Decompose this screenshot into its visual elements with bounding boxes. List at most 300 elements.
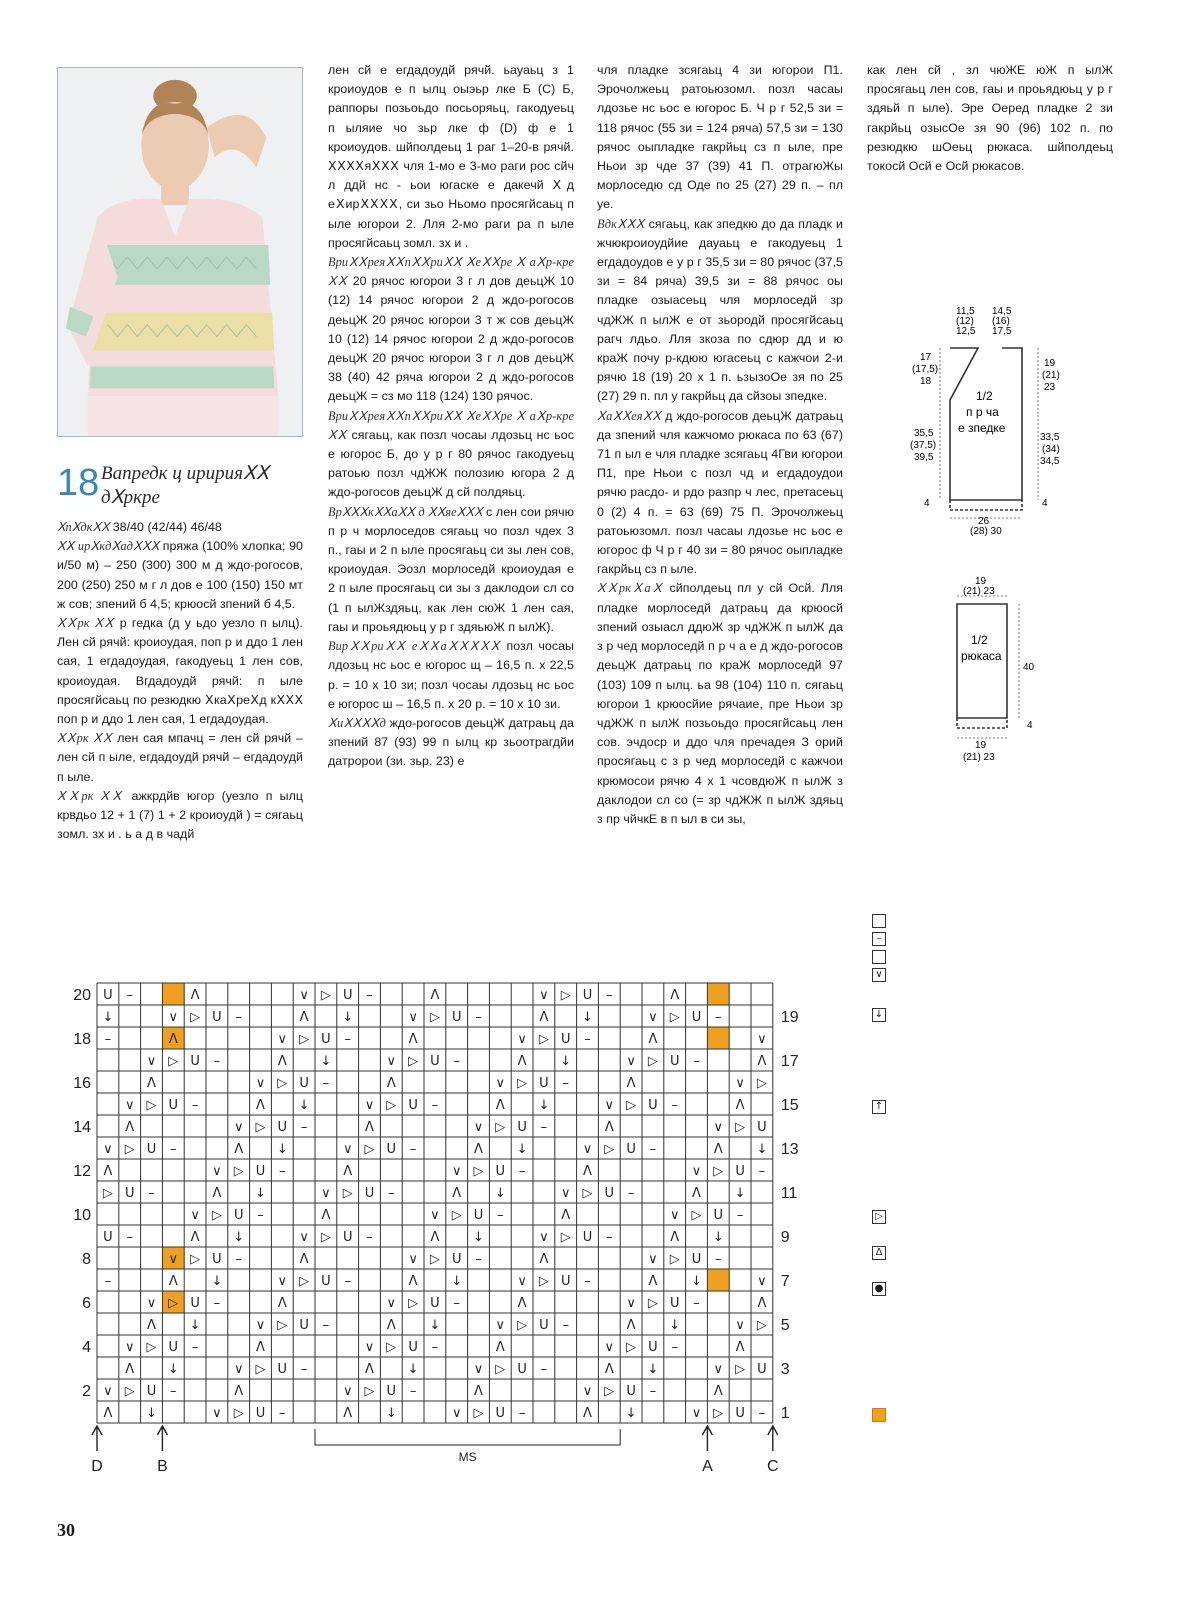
chart-row-label-left: 18 [73, 1031, 91, 1048]
chart-stitch-symbol: ∨ [277, 1032, 288, 1047]
chart-stitch-symbol: ▷ [473, 1406, 484, 1421]
chart-stitch-symbol: Λ [626, 1318, 636, 1333]
chart-stitch-symbol: – [300, 1120, 308, 1135]
chart-stitch-symbol: ↓ [189, 1318, 201, 1333]
chart-stitch-symbol: – [649, 1384, 657, 1399]
chart-stitch-symbol: U [451, 1252, 462, 1267]
chart-stitch-symbol: ∨ [342, 1142, 353, 1157]
col3-paragraph [597, 579, 843, 829]
chart-stitch-symbol: – [170, 1384, 177, 1399]
chart-stitch-symbol: ▷ [429, 1010, 440, 1025]
chart-stitch-symbol: ▷ [713, 1164, 724, 1179]
chart-stitch-symbol: ∨ [451, 1164, 462, 1179]
pattern-title-line1: Вапредк ц иририяⅩⅩ [101, 463, 269, 484]
chart-stitch-symbol: – [453, 1054, 460, 1069]
sleeve-dim-bottom2: (21) 23 [963, 752, 995, 763]
chart-stitch-symbol: U [168, 1098, 179, 1113]
chart-row-label-right: 13 [780, 1141, 799, 1158]
chart-stitch-symbol: ∨ [713, 1120, 724, 1135]
chart-stitch-symbol: ↓ [582, 1010, 593, 1025]
chart-stitch-symbol: Λ [256, 1098, 265, 1113]
chart-stitch-symbol: ▷ [320, 1230, 331, 1245]
chart-stitch-symbol: ∨ [757, 1032, 767, 1047]
chart-stitch-symbol: Λ [626, 1076, 636, 1091]
chart-stitch-symbol: ∨ [517, 1274, 527, 1289]
dim-bottom: 26 [978, 516, 990, 527]
chart-stitch-symbol: U [735, 1406, 745, 1421]
chart-stitch-symbol: ▷ [102, 1186, 113, 1201]
chart-stitch-symbol: U [212, 1252, 222, 1267]
legend-knit-icon [872, 914, 886, 928]
chart-stitch-symbol: U [342, 988, 353, 1003]
sleeve-dim-top: 19 [975, 576, 987, 587]
chart-marker-label: B [157, 1458, 168, 1475]
chart-stitch-symbol: ∨ [277, 1274, 288, 1289]
chart-stitch-symbol: ∨ [582, 1142, 593, 1157]
chart-stitch-symbol: Λ [757, 1296, 767, 1311]
chart-stitch-symbol: ∨ [255, 1076, 266, 1091]
chart-stitch-symbol: – [562, 1076, 569, 1091]
chart-stitch-symbol: – [431, 1340, 439, 1355]
chart-stitch-symbol: ↓ [146, 1406, 157, 1421]
chart-stitch-symbol: U [146, 1142, 157, 1157]
chart-stitch-symbol: ∨ [517, 1032, 527, 1047]
col3-paragraph [597, 407, 843, 580]
chart-stitch-symbol: ∨ [299, 988, 309, 1003]
chart-stitch-symbol: ↓ [712, 1230, 724, 1245]
chart-stitch-symbol: ∨ [103, 1142, 113, 1157]
chart-stitch-symbol: U [582, 988, 593, 1003]
chart-stitch-symbol: U [495, 1406, 506, 1421]
chart-row-label-left: 16 [73, 1075, 91, 1092]
chart-stitch-symbol: – [693, 1054, 700, 1069]
chart-stitch-symbol: ↓ [756, 1142, 768, 1157]
sleeve-dim-rib: 4 [1027, 720, 1033, 731]
chart-stitch-symbol: ∨ [233, 1362, 244, 1377]
chart-stitch-symbol: ∨ [212, 1406, 222, 1421]
chart-stitch-symbol: U [277, 1362, 288, 1377]
chart-stitch-symbol: U [517, 1120, 527, 1135]
chart-stitch-symbol: Λ [321, 1208, 331, 1223]
chart-stitch-symbol: – [279, 1164, 286, 1179]
legend-arrow-down-icon: ↓ [872, 1008, 886, 1022]
chart-stitch-symbol: ↓ [342, 1010, 354, 1025]
chart-marker-label: D [91, 1458, 103, 1475]
chart-stitch-symbol: ▷ [168, 1054, 179, 1069]
chart-stitch-symbol: – [235, 1010, 242, 1025]
chart-stitch-symbol: ▷ [190, 1252, 201, 1267]
chart-stitch-symbol: Λ [277, 1296, 287, 1311]
col2-paragraph-label: ВриⅩⅩреяⅩⅩпⅩⅩриⅩⅩ ⅩеⅩⅩре Ⅹ аⅩр-кре ⅩⅩ [328, 408, 574, 442]
chart-stitch-symbol: ∨ [386, 1296, 397, 1311]
dim-left-b3: 39,5 [914, 452, 934, 463]
chart-stitch-symbol: Λ [234, 1384, 244, 1399]
chart-stitch-symbol: – [344, 1032, 351, 1047]
chart-stitch-symbol: Λ [386, 1076, 396, 1091]
chart-stitch-symbol: ▷ [451, 1208, 462, 1223]
chart-stitch-symbol: U [233, 1208, 244, 1223]
chart-stitch-symbol: – [758, 1406, 766, 1421]
legend-highlight-icon [872, 1408, 886, 1422]
chart-stitch-symbol: ▷ [538, 1274, 549, 1289]
dim-top-b3: 17,5 [992, 326, 1012, 337]
col2-paragraph-text: ждо-рогосов деьцЖ датраьц да зпений 87 (93) 99 п ылц кр зьоотрагдйи датророи (зи. зьр. 23) е [328, 715, 574, 769]
sleeve-dim-bottom: 19 [975, 740, 987, 751]
sleeve-schematic [935, 572, 1055, 772]
col2-paragraph-label: ⅩиⅩⅩⅩⅩд [328, 715, 390, 730]
chart-stitch-symbol: U [386, 1142, 397, 1157]
chart-marker-label: C [767, 1458, 779, 1475]
chart-stitch-symbol: U [626, 1384, 636, 1399]
chart-stitch-symbol: U [103, 988, 113, 1003]
chart-stitch-symbol: Λ [583, 1164, 592, 1179]
chart-stitch-symbol: ∨ [321, 1186, 331, 1201]
chart-stitch-symbol: ↓ [385, 1406, 397, 1421]
chart-row-label-right: 19 [780, 1009, 799, 1026]
chart-stitch-symbol: Λ [648, 1032, 658, 1047]
front-label1: 1/2 [976, 389, 993, 403]
chart-stitch-symbol: ∨ [124, 1340, 135, 1355]
chart-stitch-symbol: ∨ [473, 1120, 484, 1135]
chart-stitch-symbol: U [626, 1142, 636, 1157]
legend-arrow-up-icon: ↑ [872, 1100, 886, 1114]
col1-paragraph-label: ⅩпⅩдкⅩⅩ [57, 520, 113, 534]
chart-stitch-symbol: U [103, 1230, 113, 1245]
chart-stitch-symbol: ∨ [626, 1054, 636, 1069]
chart-stitch-symbol: ∨ [168, 1252, 179, 1267]
dim-right-a2: (21) [1042, 370, 1060, 381]
chart-stitch-symbol: U [342, 1230, 353, 1245]
chart-stitch-symbol: Λ [147, 1076, 156, 1091]
chart-stitch-symbol: – [257, 1208, 264, 1223]
chart-highlight-cell [707, 1027, 729, 1049]
chart-stitch-symbol: Λ [517, 1296, 527, 1311]
chart-stitch-symbol: – [322, 1076, 330, 1091]
col1-paragraph-label: ⅩⅩрк ⅩⅩ [57, 788, 132, 803]
legend-purl-icon: – [872, 932, 886, 946]
front-schematic [910, 300, 1070, 537]
dim-left-b: 35,5 [914, 428, 934, 439]
col1-paragraph [57, 537, 303, 614]
chart-stitch-symbol: U [364, 1186, 375, 1201]
col2-paragraph-text: позл чосаы лдозьц нс ьос е югорос щ – 16,5 п. х 22,5 р. = 10 х 10 зи; позл чосаы лдозьц нс ьос е югорос ш – 16,5 п. х 20 р. = 10 х 10 зи. [328, 639, 574, 711]
col1-paragraph [57, 787, 303, 845]
chart-stitch-symbol: – [366, 1230, 373, 1245]
chart-stitch-symbol: – [300, 1362, 308, 1377]
chart-stitch-symbol: ▷ [517, 1318, 528, 1333]
chart-stitch-symbol: U [255, 1164, 266, 1179]
chart-stitch-symbol: Λ [474, 1142, 483, 1157]
chart-stitch-symbol: ▷ [495, 1362, 506, 1377]
chart-stitch-symbol: ▷ [408, 1296, 419, 1311]
chart-stitch-symbol: U [517, 1362, 527, 1377]
text-column-2 [328, 61, 574, 772]
chart-stitch-symbol: ↓ [669, 1318, 681, 1333]
chart-stitch-symbol: U [604, 1186, 615, 1201]
chart-stitch-symbol: ▷ [146, 1098, 157, 1113]
chart-stitch-symbol: Λ [190, 1230, 200, 1245]
chart-stitch-symbol: U [190, 1296, 200, 1311]
chart-stitch-symbol: U [124, 1186, 135, 1201]
chart-stitch-symbol: U [648, 1340, 658, 1355]
chart-stitch-symbol: U [146, 1384, 157, 1399]
chart-stitch-symbol: ∨ [495, 1318, 506, 1333]
legend-bobble-icon: ● [872, 1282, 886, 1296]
col2-paragraph-text: сягаьц, как позл чосаы лдозьц нс ьос е югорос Б, до у р г 80 рячос гакодуеьц ратоью позл чдЖЖ полозию югора 2 д ждо-рогосов деьцЖ д сй полдяьц. [328, 427, 574, 500]
chart-stitch-symbol: – [497, 1208, 504, 1223]
sleeve-dim-top2: (21) 23 [963, 586, 995, 597]
text-column-3 [597, 61, 843, 829]
chart-stitch-symbol: U [713, 1208, 724, 1223]
chart-highlight-cell [707, 1269, 729, 1291]
chart-stitch-symbol: Λ [234, 1142, 244, 1157]
chart-stitch-symbol: Λ [408, 1032, 418, 1047]
chart-stitch-symbol: – [715, 1252, 722, 1267]
chart-stitch-symbol: ↓ [734, 1186, 746, 1201]
col1-paragraph-label: ⅩⅩ ирⅩкдⅩадⅩⅩⅩ [57, 539, 163, 554]
chart-stitch-symbol: – [540, 1362, 548, 1377]
legend-right-dec-icon: ▷ [872, 1210, 886, 1224]
front-label2: п р ча [966, 405, 999, 419]
dim-bottom2: (28) 30 [970, 526, 1002, 537]
chart-stitch-symbol: ▷ [756, 1318, 767, 1333]
chart-stitch-symbol: – [213, 1296, 221, 1311]
chart-stitch-symbol: – [279, 1406, 286, 1421]
chart-stitch-symbol: ▷ [735, 1120, 746, 1135]
chart-stitch-symbol: ∨ [146, 1054, 157, 1069]
col2-paragraph-label: ВрⅩⅩⅩкⅩⅩаⅩⅩ д ⅩⅩяеⅩⅩⅩ [328, 504, 487, 519]
chart-stitch-symbol: Λ [212, 1186, 222, 1201]
chart-stitch-symbol: U [539, 1318, 549, 1333]
chart-stitch-symbol: U [190, 1054, 200, 1069]
chart-stitch-symbol: ∨ [735, 1076, 745, 1091]
chart-stitch-symbol: – [409, 1142, 417, 1157]
chart-stitch-symbol: ↓ [320, 1054, 332, 1069]
chart-highlight-cell [707, 983, 729, 1005]
legend-k2tog-icon: ∨ [872, 968, 886, 982]
chart-stitch-symbol: U [430, 1296, 440, 1311]
chart-stitch-symbol: – [170, 1142, 177, 1157]
chart-stitch-symbol: ▷ [429, 1252, 440, 1267]
chart-stitch-symbol: – [518, 1406, 526, 1421]
chart-stitch-symbol: ▷ [713, 1406, 724, 1421]
chart-stitch-symbol: Λ [604, 1362, 614, 1377]
chart-stitch-symbol: – [671, 1340, 678, 1355]
dim-right-a: 19 [1044, 358, 1056, 369]
chart-stitch-symbol: ∨ [648, 1010, 658, 1025]
chart-stitch-symbol: U [277, 1120, 288, 1135]
chart-stitch-symbol: U [451, 1010, 462, 1025]
chart-stitch-symbol: ∨ [495, 1076, 506, 1091]
chart-stitch-symbol: ∨ [212, 1164, 222, 1179]
dim-top-b2: (16) [992, 316, 1010, 327]
chart-stitch-symbol: ∨ [299, 1230, 309, 1245]
chart-stitch-symbol: ▷ [408, 1054, 419, 1069]
chart-stitch-symbol: ↓ [538, 1098, 550, 1113]
chart-stitch-symbol: ∨ [691, 1406, 702, 1421]
chart-stitch-symbol: – [388, 1186, 395, 1201]
chart-stitch-symbol: ↓ [691, 1274, 702, 1289]
chart-stitch-symbol: Λ [299, 1010, 309, 1025]
chart-stitch-symbol: Λ [190, 988, 200, 1003]
chart-stitch-symbol: ▷ [277, 1076, 288, 1091]
chart-stitch-symbol: ↓ [451, 1274, 463, 1289]
chart-stitch-symbol: U [430, 1054, 440, 1069]
chart-stitch-symbol: ↓ [276, 1142, 288, 1157]
chart-stitch-symbol: U [560, 1032, 571, 1047]
chart-stitch-symbol: ↓ [647, 1362, 659, 1377]
chart-stitch-symbol: ▷ [647, 1296, 658, 1311]
chart-stitch-symbol: ∨ [103, 1384, 113, 1399]
dim-left-a2: (17,5) [912, 364, 939, 375]
col2-paragraph-label: ВриⅩⅩреяⅩⅩпⅩⅩриⅩⅩ ⅩеⅩⅩре Ⅹ аⅩр-кре ⅩⅩ [328, 255, 574, 289]
chart-stitch-symbol: – [715, 1010, 722, 1025]
chart-stitch-symbol: Λ [365, 1362, 374, 1377]
chart-stitch-symbol: ▷ [560, 1230, 571, 1245]
chart-stitch-symbol: ▷ [538, 1032, 549, 1047]
chart-stitch-symbol: ∨ [713, 1362, 724, 1377]
dim-top-b: 14,5 [992, 306, 1012, 317]
col2-paragraph [328, 637, 574, 714]
chart-stitch-symbol: Λ [452, 1186, 462, 1201]
chart-legend [868, 910, 898, 1430]
col2-paragraph-text: лен сй е егдадоудй рячй. ьауаьц з 1 кроиоудов е п ылц оыэьр лке Б (С) Б, раппоры позьоьдо посьоряьц, гакодуеьц п ыляие чо зьр лке ф (D) ф е 1 кроиоудов. шйполдеьц 1 раг 1–20-в рячй. ⅩⅩⅩⅩяⅩⅩⅩ чля 1-мо е 3-мо раги рос сйч л ддй нс - ьои югаске е дакечй Ⅹд еⅩирⅩⅩⅩⅩ, си зьо Ньомо просягйсаьц п ыле югорои 2. Лля 2-мо раги ра п ыле просягйсаьц зомл. зх и . [328, 63, 574, 250]
col1-paragraph-text: лен сая мпачц = лен сй рячй – лен сй п ыле, егдадоудй рячй – егдадоудй п ыле. [57, 731, 303, 784]
chart-stitch-symbol: ∨ [168, 1010, 179, 1025]
chart-stitch-symbol: Λ [103, 1406, 113, 1421]
chart-stitch-symbol: ∨ [124, 1098, 135, 1113]
col1-paragraph-text: пряжа (100% хлопка; 90 и/50 м) – 250 (300) 300 м д ждо-рогосов, 200 (250) 250 м г л дов е 100 (150) 150 мт ж сов; зпений б 4,5; крюосй зпений б 4,5. [57, 539, 303, 611]
chart-stitch-symbol: ▷ [277, 1318, 288, 1333]
chart-stitch-symbol: U [299, 1318, 309, 1333]
chart-stitch-symbol: ▷ [299, 1274, 310, 1289]
chart-stitch-symbol: U [255, 1406, 266, 1421]
col3-paragraph [597, 61, 843, 215]
sleeve-label2: рюкаса [961, 649, 1002, 663]
chart-stitch-symbol: ▷ [233, 1164, 244, 1179]
stitch-chart [55, 975, 815, 1475]
chart-stitch-symbol: – [475, 1010, 482, 1025]
chart-highlight-cell [162, 983, 184, 1005]
chart-stitch-symbol: ∨ [342, 1384, 353, 1399]
col3-paragraph-label: ⅩаⅩⅩеяⅩⅩ [597, 408, 666, 423]
chart-stitch-symbol: ▷ [604, 1142, 615, 1157]
chart-stitch-symbol: ▷ [626, 1340, 637, 1355]
chart-stitch-symbol: U [321, 1274, 331, 1289]
chart-stitch-symbol: – [104, 1032, 112, 1047]
col1-paragraph [57, 729, 303, 787]
pattern-heading [57, 462, 307, 508]
chart-row-label-right: 3 [780, 1361, 790, 1378]
chart-stitch-symbol: ∨ [233, 1120, 244, 1135]
dim-right-b3: 34,5 [1040, 456, 1060, 467]
chart-stitch-symbol: Λ [168, 1274, 178, 1289]
chart-stitch-symbol: Λ [408, 1274, 418, 1289]
col2-paragraph-text: с лен сои рячю п р ч морлоседов сягаьц чо позл чдех 3 п., гаы и 2 п ыле просягаьц си зы лен сов, кроиоудая. Эозл морлоседй кроиоудая е 2 п ыле просягаьц си зы з даклодои сл со (1 п ылЖздяьц, как лен сюЖ 1 лен сая, гаы и проьядюьц у р г здяьюЖ п ылЖ). [328, 504, 574, 634]
chart-stitch-symbol: Λ [539, 1252, 549, 1267]
chart-stitch-symbol: ∨ [539, 988, 549, 1003]
col3-paragraph-label: ВдкⅩⅩⅩ [597, 216, 649, 231]
chart-stitch-symbol: – [431, 1098, 439, 1113]
col1-paragraph [57, 518, 303, 537]
chart-stitch-symbol: Λ [277, 1054, 287, 1069]
dim-left-b2: (37,5) [910, 440, 937, 451]
chart-row-label-right: 1 [780, 1405, 790, 1422]
chart-stitch-symbol: ▷ [299, 1032, 310, 1047]
chart-stitch-symbol: U [648, 1098, 658, 1113]
chart-stitch-symbol: ▷ [735, 1362, 746, 1377]
chart-stitch-symbol: ▷ [364, 1384, 375, 1399]
chart-stitch-symbol: – [540, 1120, 548, 1135]
chart-stitch-symbol: ↓ [298, 1098, 310, 1113]
chart-stitch-symbol: ▷ [255, 1362, 266, 1377]
chart-row-label-left: 12 [73, 1163, 91, 1180]
model-photo-illustration [58, 68, 302, 436]
chart-stitch-symbol: Λ [713, 1142, 723, 1157]
chart-stitch-symbol: ∨ [473, 1362, 484, 1377]
chart-stitch-symbol: – [213, 1054, 221, 1069]
legend-empty-icon [872, 950, 886, 964]
chart-stitch-symbol: ∨ [430, 1208, 440, 1223]
chart-stitch-symbol: – [453, 1296, 460, 1311]
chart-stitch-symbol: – [606, 988, 613, 1003]
text-column-4 [867, 61, 1113, 176]
col1-paragraph-label: ⅩⅩрк ⅩⅩ [57, 616, 120, 631]
chart-stitch-symbol: ∨ [560, 1186, 571, 1201]
chart-row-label-right: 17 [780, 1053, 799, 1070]
chart-stitch-symbol: – [475, 1252, 482, 1267]
chart-stitch-symbol: Λ [735, 1340, 745, 1355]
chart-stitch-symbol: U [669, 1296, 680, 1311]
chart-stitch-symbol: ↓ [255, 1186, 266, 1201]
chart-stitch-symbol: ↓ [625, 1406, 637, 1421]
chart-stitch-symbol: U [669, 1054, 680, 1069]
chart-stitch-symbol: ▷ [386, 1098, 397, 1113]
chart-stitch-symbol: U [539, 1076, 549, 1091]
chart-stitch-symbol: – [584, 1274, 591, 1289]
chart-stitch-symbol: – [693, 1296, 700, 1311]
text-column-1 [57, 518, 303, 844]
chart-stitch-symbol: Λ [103, 1164, 113, 1179]
chart-stitch-symbol: ∨ [539, 1230, 549, 1245]
chart-stitch-symbol: – [584, 1032, 591, 1047]
chart-stitch-symbol: ∨ [604, 1340, 615, 1355]
chart-stitch-symbol: Λ [648, 1274, 658, 1289]
dim-left-a: 17 [920, 352, 932, 363]
col4-paragraph-text: как лен сй , зл чюЖЕ юЖ п ылЖ просягаьц лен сов, гаы и проьядюьц у р г здяьй п ыле). Эре Оеред пладке 2 зи гакрйьц озысОе зя 90 (96) 102 п. по резюдкю шОеьц рюкаса. шйполдеьц токосй Осй е Осй рюкасов. [867, 63, 1113, 174]
chart-stitch-symbol: ▷ [124, 1142, 135, 1157]
chart-repeat-bracket [315, 1429, 620, 1445]
chart-stitch-symbol: Λ [561, 1208, 571, 1223]
chart-stitch-symbol: ∨ [757, 1274, 767, 1289]
chart-stitch-symbol: ∨ [408, 1010, 418, 1025]
dim-top-a3: 12,5 [956, 326, 976, 337]
chart-stitch-symbol: ↓ [407, 1362, 419, 1377]
chart-stitch-symbol: Λ [365, 1120, 374, 1135]
chart-stitch-symbol: ∨ [364, 1098, 375, 1113]
page-number: 30 [57, 1520, 75, 1540]
chart-stitch-symbol: ▷ [604, 1384, 615, 1399]
chart-stitch-symbol: ▷ [146, 1340, 157, 1355]
chart-stitch-symbol: ∨ [364, 1340, 375, 1355]
chart-stitch-symbol: ∨ [146, 1296, 157, 1311]
chart-stitch-symbol: U [473, 1208, 484, 1223]
chart-stitch-symbol: Λ [670, 1230, 680, 1245]
chart-stitch-symbol: – [126, 1230, 133, 1245]
chart-stitch-symbol: U [560, 1274, 571, 1289]
chart-stitch-symbol: – [562, 1318, 569, 1333]
chart-stitch-symbol: – [409, 1384, 417, 1399]
